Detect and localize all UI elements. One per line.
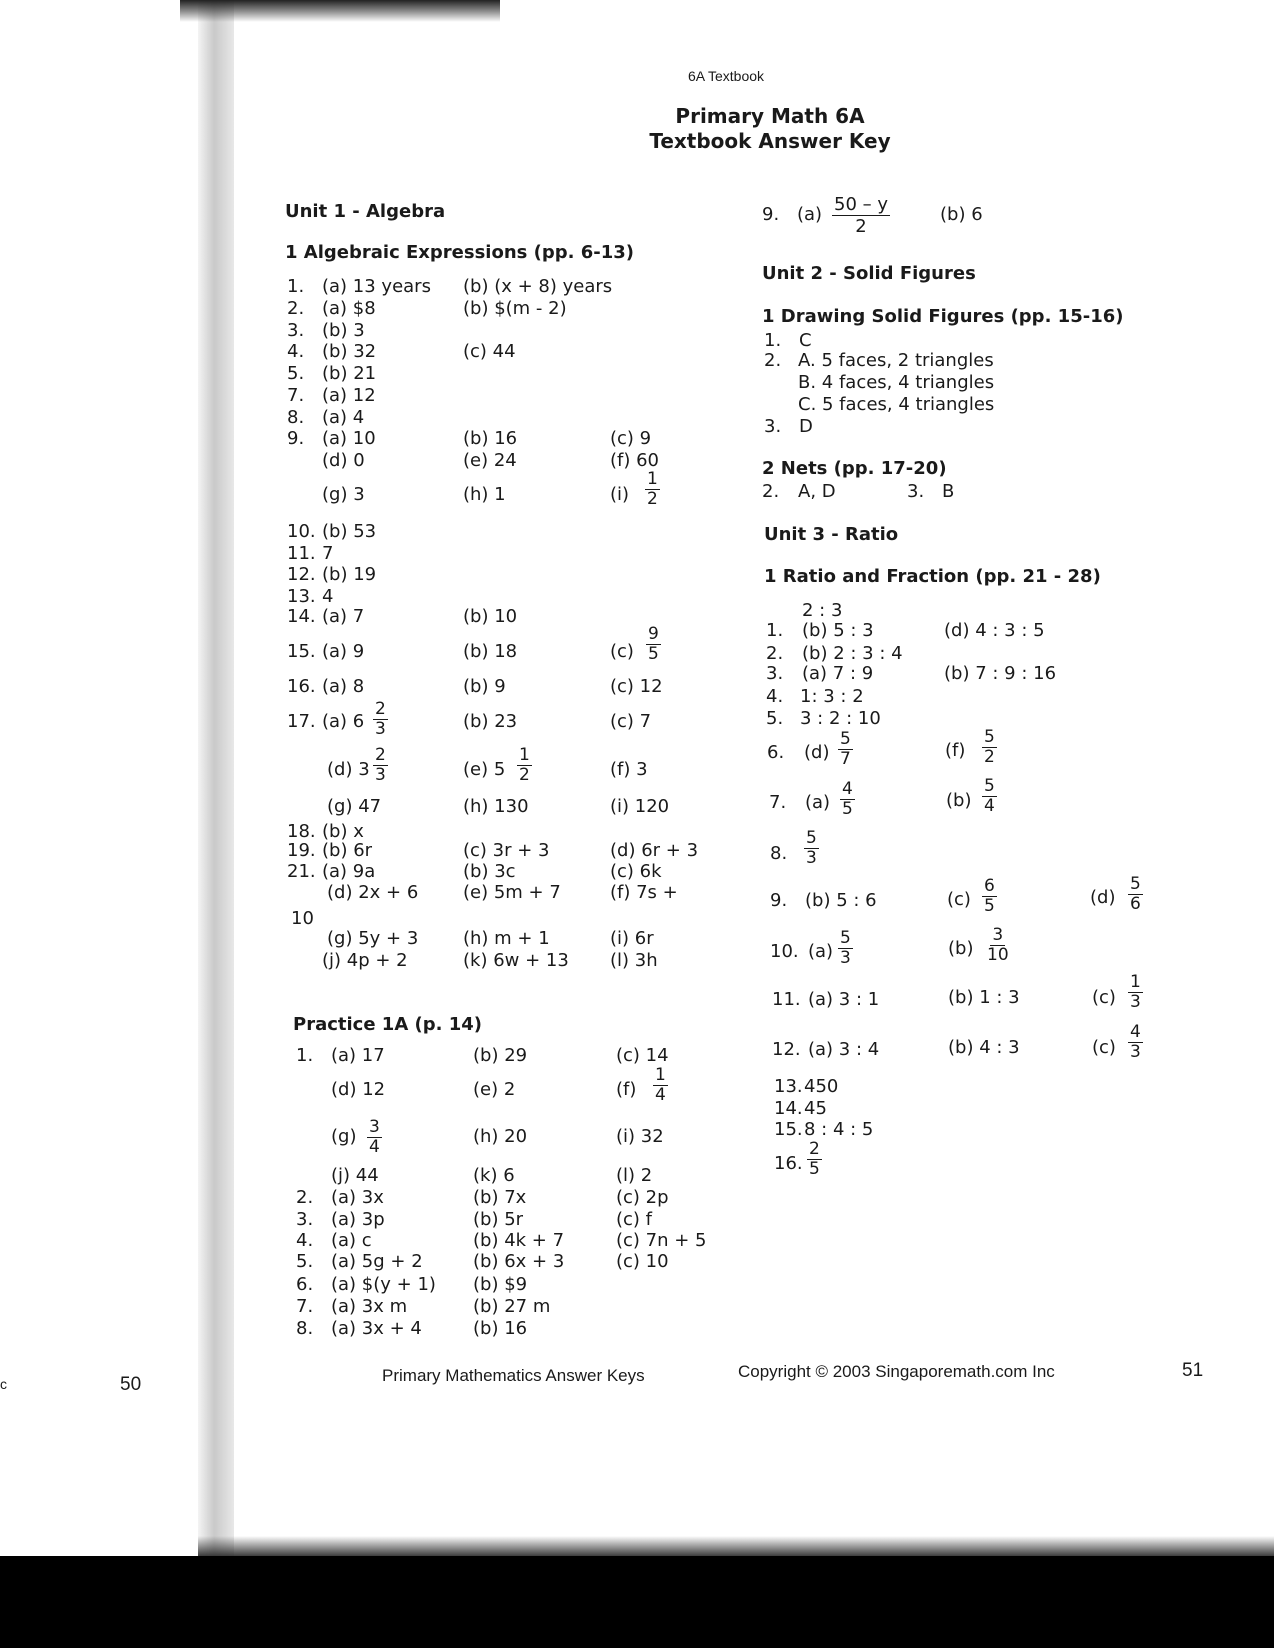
solid-answer: D <box>799 416 813 437</box>
margin-letter: c <box>0 1376 7 1392</box>
denominator: 2 <box>647 489 658 509</box>
fraction-ratio-11c <box>1128 973 1143 1012</box>
q9-den: 2 <box>855 216 867 237</box>
algebra-answer-c: (i) <box>610 484 630 505</box>
algebra-answer-c: (i) 6r <box>610 928 654 949</box>
denominator: 2 <box>519 765 530 785</box>
solid-answer: C. 5 faces, 4 triangles <box>798 394 995 415</box>
practice-answer-a: (a) $(y + 1) <box>331 1274 436 1295</box>
ratio-q10-number: 10. <box>770 941 799 962</box>
algebra-question-number: 10 <box>291 908 314 929</box>
practice-answer-a: (a) 17 <box>331 1045 385 1066</box>
practice-answer-a: (j) 44 <box>331 1165 379 1186</box>
algebra-question-number: 19. <box>287 840 316 861</box>
practice-answer-a: (a) 3x <box>331 1187 384 1208</box>
algebra-answer-a: (a) $8 <box>322 298 376 319</box>
ratio-tail-number: 14. <box>774 1098 803 1119</box>
ratio-answer-a: 3 : 2 : 10 <box>800 708 881 729</box>
numerator: 3 <box>369 1117 380 1137</box>
fraction-ratio-7a-stack <box>840 780 855 819</box>
fraction-ratio-6f <box>982 728 997 767</box>
fraction-practice-1f-stack <box>653 1066 668 1105</box>
numerator: 5 <box>984 776 995 796</box>
algebra-answer-b: (h) m + 1 <box>463 928 550 949</box>
fraction-ratio-7a <box>840 780 855 819</box>
footer-book-title: Primary Mathematics Answer Keys <box>382 1366 645 1385</box>
algebra-answer-a: (b) x <box>322 821 364 842</box>
algebra-answer-a: (b) 32 <box>322 341 377 362</box>
fraction-ratio-10b-stack <box>985 926 1011 965</box>
fraction-practice-1g <box>367 1118 382 1157</box>
practice-answer-c: (f) <box>616 1079 637 1100</box>
algebra-answer-a: (g) 5y + 3 <box>327 928 419 949</box>
ratio-q12-c-label: (c) <box>1092 1037 1116 1058</box>
numerator: 1 <box>1130 972 1141 992</box>
numerator: 1 <box>519 745 530 765</box>
ratio-q7-a-label: (a) <box>805 792 831 813</box>
ratio-q11-a: (a) 3 : 1 <box>808 989 880 1010</box>
numerator: 5 <box>840 729 851 749</box>
algebra-answer-c: (c) 12 <box>610 676 663 697</box>
practice-answer-a: (d) 12 <box>331 1079 386 1100</box>
algebra-answer-b: (c) 44 <box>463 341 516 362</box>
denominator: 6 <box>1130 894 1141 914</box>
fraction-ratio-6d <box>838 730 853 769</box>
algebra-answer-c: (d) 6r + 3 <box>610 840 699 861</box>
fraction-15c <box>646 625 661 664</box>
ratio-q8-number: 8. <box>770 843 788 864</box>
algebra-answer-a: 4 <box>322 586 334 607</box>
practice-answer-c: (c) 14 <box>616 1045 669 1066</box>
algebra-answer-b: (b) 3c <box>463 861 516 882</box>
algebra-question-number: 14. <box>287 606 316 627</box>
algebra-answer-c: (c) 9 <box>610 428 652 449</box>
numerator: 1 <box>647 469 658 489</box>
nets-q2-answer: A, D <box>798 481 836 502</box>
solid-question-number: 1. <box>764 330 782 351</box>
practice-answer-a: (a) 3p <box>331 1209 385 1230</box>
scan-gutter-shadow <box>198 0 234 1560</box>
ratio-question-number: 2. <box>766 643 784 664</box>
algebra-question-number: 7. <box>287 385 305 406</box>
practice-answer-c: (c) f <box>616 1209 652 1230</box>
fraction-ratio-6f-stack <box>982 728 997 767</box>
ratio-q6-a-label: (d) <box>804 742 830 763</box>
algebra-answer-a: (a) 7 <box>322 606 365 627</box>
fraction-practice-1g-stack <box>367 1118 382 1157</box>
footer-copyright: Copyright © 2003 Singaporemath.com Inc <box>738 1362 1055 1381</box>
scan-top-shadow <box>180 0 500 22</box>
denominator: 3 <box>375 719 386 739</box>
algebra-answer-b: (e) 5 <box>463 759 506 780</box>
fraction-ratio-10b <box>985 926 1011 965</box>
practice-answer-b: (h) 20 <box>473 1126 528 1147</box>
denominator: 5 <box>984 896 995 916</box>
algebra-question-number: 15. <box>287 641 316 662</box>
algebra-question-number: 18. <box>287 821 316 842</box>
algebra-question-number: 16. <box>287 676 316 697</box>
practice-question-number: 2. <box>296 1187 314 1208</box>
numerator: 5 <box>984 727 995 747</box>
ratio-tail-answer: 8 : 4 : 5 <box>804 1119 874 1140</box>
page-title-line2: Textbook Answer Key <box>649 129 891 153</box>
algebra-question-number: 17. <box>287 711 316 732</box>
practice-question-number: 5. <box>296 1251 314 1272</box>
practice-answer-c: (c) 2p <box>616 1187 669 1208</box>
fraction-ratio-7b-stack <box>982 777 997 816</box>
section-algebraic-expressions: 1 Algebraic Expressions (pp. 6-13) <box>285 242 635 263</box>
algebra-answer-b: (b) (x + 8) years <box>463 276 613 297</box>
algebra-answer-b: (b) 9 <box>463 676 506 697</box>
ratio-q12-number: 12. <box>772 1039 801 1060</box>
algebra-answer-a: (d) 2x + 6 <box>327 882 419 903</box>
q9-fraction <box>832 194 890 237</box>
algebra-answer-a: (b) 19 <box>322 564 377 585</box>
algebra-answer-a: (a) 4 <box>322 407 365 428</box>
algebra-answer-c: (f) 60 <box>610 450 660 471</box>
algebra-answer-a: (a) 13 years <box>322 276 431 297</box>
unit1-heading: Unit 1 - Algebra <box>285 201 446 222</box>
algebra-question-number: 9. <box>287 428 305 449</box>
denominator: 4 <box>655 1085 666 1105</box>
algebra-answer-b: (b) $(m - 2) <box>463 298 567 319</box>
denominator: 7 <box>840 749 851 769</box>
unit2-heading: Unit 2 - Solid Figures <box>762 263 976 284</box>
practice-answer-c: (i) 32 <box>616 1126 664 1147</box>
q9-a-label: (a) <box>797 204 823 225</box>
algebra-answer-b: (k) 6w + 13 <box>463 950 569 971</box>
algebra-question-number: 3. <box>287 320 305 341</box>
ratio-question-number: 5. <box>766 708 784 729</box>
algebra-answer-a: (b) 3 <box>322 320 365 341</box>
ratio-answer-b: (b) 7 : 9 : 16 <box>944 663 1057 684</box>
ratio-q10-b-label: (b) <box>948 938 974 959</box>
denominator: 5 <box>842 799 853 819</box>
practice-answer-c: (l) 2 <box>616 1165 653 1186</box>
ratio-tail-number: 13. <box>774 1076 803 1097</box>
algebra-answer-a: (d) 0 <box>322 450 365 471</box>
algebra-question-number: 12. <box>287 564 316 585</box>
fraction-17d-stack <box>373 746 388 785</box>
page-title-line1: Primary Math 6A <box>675 104 865 128</box>
algebra-question-number: 11. <box>287 543 316 564</box>
numerator: 5 <box>1130 874 1141 894</box>
practice-answer-b: (k) 6 <box>473 1165 515 1186</box>
ratio-q12-b: (b) 4 : 3 <box>948 1037 1020 1058</box>
fraction-ratio-9c <box>982 877 997 916</box>
practice-question-number: 8. <box>296 1318 314 1339</box>
denominator: 3 <box>1130 992 1141 1012</box>
algebra-answer-c: (f) 3 <box>610 759 648 780</box>
algebra-question-number: 21. <box>287 861 316 882</box>
nets-q2-number: 2. <box>762 481 780 502</box>
practice-answer-a: (a) c <box>331 1230 372 1251</box>
practice-question-number: 6. <box>296 1274 314 1295</box>
practice-answer-b: (b) 5r <box>473 1209 524 1230</box>
fraction-ratio-12c-stack <box>1128 1023 1143 1062</box>
ratio-q6-number: 6. <box>767 742 785 763</box>
section-nets: 2 Nets (pp. 17-20) <box>762 458 947 479</box>
fraction-ratio-9c-stack <box>982 877 997 916</box>
ratio-answer-b: (d) 4 : 3 : 5 <box>944 620 1045 641</box>
algebra-question-number: 10. <box>287 521 316 542</box>
algebra-answer-b: (b) 10 <box>463 606 518 627</box>
ratio-q9-a: (b) 5 : 6 <box>805 890 877 911</box>
algebra-question-number: 1. <box>287 276 305 297</box>
algebra-answer-a: (j) 4p + 2 <box>322 950 408 971</box>
ratio-q12-a: (a) 3 : 4 <box>808 1039 880 1060</box>
fraction-17a-stack <box>373 700 388 739</box>
fraction-ratio-10a <box>838 929 853 968</box>
ratio-q9-b-label: (c) <box>947 889 971 910</box>
practice-question-number: 7. <box>296 1296 314 1317</box>
ratio-q9-c-label: (d) <box>1090 887 1116 908</box>
algebra-answer-b: (b) 23 <box>463 711 518 732</box>
algebra-answer-c: (c) <box>610 641 634 662</box>
algebra-answer-a: (g) 3 <box>322 484 365 505</box>
practice-answer-a: (g) <box>331 1126 357 1147</box>
ratio-top-line: 2 : 3 <box>802 600 843 621</box>
algebra-answer-a: (b) 6r <box>322 840 373 861</box>
ratio-q11-number: 11. <box>772 989 801 1010</box>
ratio-answer-a: (b) 2 : 3 : 4 <box>802 643 903 664</box>
algebra-answer-a: (a) 8 <box>322 676 365 697</box>
denominator: 3 <box>840 948 851 968</box>
fraction-ratio-7b <box>982 777 997 816</box>
solid-answer: C <box>799 330 812 351</box>
q9-number: 9. <box>762 204 780 225</box>
algebra-answer-a: (g) 47 <box>327 796 382 817</box>
numerator: 2 <box>375 699 386 719</box>
practice-question-number: 3. <box>296 1209 314 1230</box>
algebra-answer-a: (b) 21 <box>322 363 377 384</box>
page-number-right: 51 <box>1182 1360 1204 1381</box>
section-ratio-and-fraction: 1 Ratio and Fraction (pp. 21 - 28) <box>764 566 1101 587</box>
q9-num: 50 – y <box>834 194 888 215</box>
algebra-question-number: 13. <box>287 586 316 607</box>
solid-question-number: 3. <box>764 416 782 437</box>
practice-answer-a: (a) 3x m <box>331 1296 408 1317</box>
numerator: 3 <box>992 925 1004 945</box>
algebra-answer-c: (l) 3h <box>610 950 658 971</box>
algebra-answer-b: (e) 5m + 7 <box>463 882 561 903</box>
numerator: 5 <box>806 828 817 848</box>
section-drawing-solid-figures: 1 Drawing Solid Figures (pp. 15-16) <box>762 306 1124 327</box>
fraction-17a <box>373 700 388 739</box>
ratio-q6-b-label: (f) <box>945 740 966 761</box>
fraction-ratio-12c <box>1128 1023 1143 1062</box>
practice-answer-c: (c) 7n + 5 <box>616 1230 707 1251</box>
algebra-answer-b: (e) 24 <box>463 450 517 471</box>
ratio-answer-a: 1: 3 : 2 <box>800 686 864 707</box>
solid-question-number: 2. <box>764 350 782 371</box>
numerator: 5 <box>840 928 851 948</box>
denominator: 3 <box>375 765 386 785</box>
ratio-q9-number: 9. <box>770 890 788 911</box>
fraction-ratio-16 <box>807 1140 822 1179</box>
algebra-answer-a: (d) 3 <box>327 759 370 780</box>
ratio-q11-b: (b) 1 : 3 <box>948 987 1020 1008</box>
practice-answer-b: (b) $9 <box>473 1274 528 1295</box>
practice-answer-c: (c) 10 <box>616 1251 669 1272</box>
algebra-answer-a: (a) 9a <box>322 861 376 882</box>
ratio-question-number: 3. <box>766 663 784 684</box>
fraction-ratio-6d-stack <box>838 730 853 769</box>
numerator: 9 <box>648 624 659 644</box>
fraction-ratio-16-stack <box>807 1140 822 1179</box>
practice-answer-a: (a) 5g + 2 <box>331 1251 423 1272</box>
algebra-question-number: 4. <box>287 341 305 362</box>
ratio-answer-a: (b) 5 : 3 <box>802 620 874 641</box>
fraction-15c-stack <box>646 625 661 664</box>
algebra-answer-c: (c) 6k <box>610 861 662 882</box>
page-number-left: 50 <box>120 1374 142 1395</box>
ratio-q10-a-label: (a) <box>808 941 834 962</box>
ratio-q11-c-label: (c) <box>1092 987 1116 1008</box>
algebra-answer-a: (a) 10 <box>322 428 376 449</box>
algebra-answer-b: (b) 16 <box>463 428 518 449</box>
nets-q3-number: 3. <box>907 481 925 502</box>
ratio-q7-b-label: (b) <box>946 790 972 811</box>
fraction-9i <box>645 470 660 509</box>
solid-answer: A. 5 faces, 2 triangles <box>798 350 994 371</box>
q9-b: (b) 6 <box>940 204 983 225</box>
ratio-tail-number: 15. <box>774 1119 803 1140</box>
fraction-practice-1f <box>653 1066 668 1105</box>
practice-answer-b: (e) 2 <box>473 1079 516 1100</box>
numerator: 6 <box>984 876 995 896</box>
algebra-answer-a: (b) 53 <box>322 521 377 542</box>
ratio-question-number: 4. <box>766 686 784 707</box>
practice-answer-b: (b) 6x + 3 <box>473 1251 565 1272</box>
ratio-q7-number: 7. <box>769 792 787 813</box>
fraction-ratio-8 <box>804 829 819 868</box>
numerator: 4 <box>1130 1022 1141 1042</box>
denominator: 2 <box>984 747 995 767</box>
practice-question-number: 4. <box>296 1230 314 1251</box>
denominator: 10 <box>987 945 1009 965</box>
numerator: 1 <box>655 1065 666 1085</box>
ratio-question-number: 1. <box>766 620 784 641</box>
numerator: 2 <box>375 745 386 765</box>
fraction-ratio-9d <box>1128 875 1143 914</box>
algebra-answer-a: (a) 9 <box>322 641 365 662</box>
solid-answer: B. 4 faces, 4 triangles <box>798 372 995 393</box>
ratio-tail-answer: 450 <box>804 1076 839 1097</box>
fraction-17e-stack <box>517 746 532 785</box>
ratio-tail-answer: 45 <box>804 1098 827 1119</box>
algebra-question-number: 2. <box>287 298 305 319</box>
algebra-answer-c: (c) 7 <box>610 711 652 732</box>
scan-bottom-shadow <box>198 1536 1274 1558</box>
denominator: 5 <box>648 644 659 664</box>
algebra-answer-b: (b) 18 <box>463 641 518 662</box>
fraction-ratio-10a-stack <box>838 929 853 968</box>
fraction-ratio-8-stack <box>804 829 819 868</box>
fraction-ratio-11c-stack <box>1128 973 1143 1012</box>
denominator: 3 <box>806 848 817 868</box>
scan-bottom-border <box>0 1556 1274 1648</box>
practice-answer-b: (b) 16 <box>473 1318 528 1339</box>
algebra-answer-b: (h) 1 <box>463 484 506 505</box>
algebra-question-number: 8. <box>287 407 305 428</box>
practice-answer-b: (b) 4k + 7 <box>473 1230 565 1251</box>
practice-answer-a: (a) 3x + 4 <box>331 1318 422 1339</box>
algebra-answer-a: 7 <box>322 543 334 564</box>
practice-answer-b: (b) 7x <box>473 1187 527 1208</box>
algebra-answer-c: (f) 7s + <box>610 882 678 903</box>
denominator: 4 <box>984 796 995 816</box>
algebra-answer-c: (i) 120 <box>610 796 670 817</box>
algebra-answer-a: (a) 6 <box>322 711 365 732</box>
fraction-17e <box>517 746 532 785</box>
denominator: 3 <box>1130 1042 1141 1062</box>
practice-1a-heading: Practice 1A (p. 14) <box>293 1014 483 1035</box>
numerator: 2 <box>809 1139 820 1159</box>
denominator: 4 <box>369 1137 380 1157</box>
nets-q3-answer: B <box>942 481 955 502</box>
algebra-answer-a: (a) 12 <box>322 385 376 406</box>
ratio-q16-number: 16. <box>774 1153 803 1174</box>
practice-answer-b: (b) 29 <box>473 1045 528 1066</box>
fraction-17d <box>373 746 388 785</box>
algebra-question-number: 5. <box>287 363 305 384</box>
numerator: 4 <box>842 779 853 799</box>
practice-question-number: 1. <box>296 1045 314 1066</box>
practice-answer-b: (b) 27 m <box>473 1296 551 1317</box>
unit3-heading: Unit 3 - Ratio <box>764 524 899 545</box>
fraction-9i-stack <box>645 470 660 509</box>
algebra-answer-b: (h) 130 <box>463 796 529 817</box>
denominator: 5 <box>809 1159 820 1179</box>
algebra-answer-b: (c) 3r + 3 <box>463 840 550 861</box>
running-head: 6A Textbook <box>688 68 765 84</box>
ratio-answer-a: (a) 7 : 9 <box>802 663 874 684</box>
fraction-ratio-9d-stack <box>1128 875 1143 914</box>
